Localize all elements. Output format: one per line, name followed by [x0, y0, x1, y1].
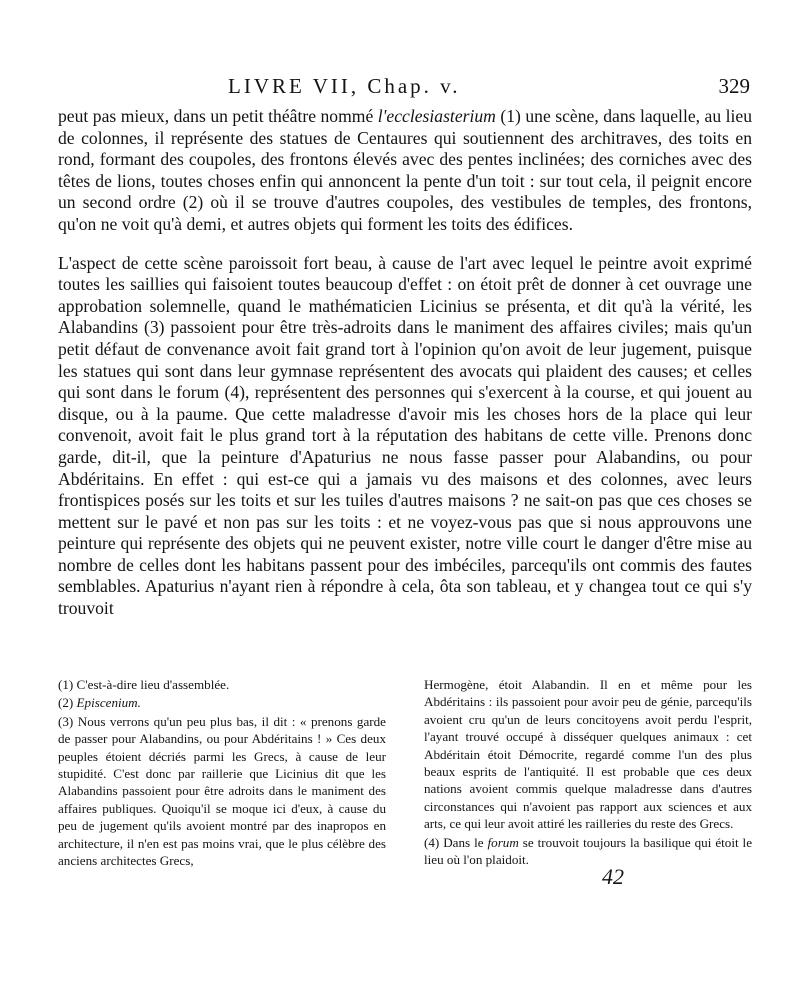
footnote-2: [58, 694, 386, 711]
footnote-1: (1) C'est-à-dire lieu d'assemblée.: [58, 677, 230, 692]
footnote-4-start: (4) Dans le: [424, 834, 488, 850]
footnotes-left-column: [58, 676, 386, 869]
forum-term: forum: [487, 834, 519, 850]
footnote-4: [424, 834, 752, 869]
paragraph-2: L'aspect de cette scène paroissoit fort beau, à cause de l'art avec lequel le peintre avoit exprimé toutes les saillies qui faisoient toutes beaucoup d'effet : on étoit prêt de donner à cet ouvrage une approbation solemnelle, quand le mathématicien Licinius se présenta, et dit qu'à la vérité, les Alabandins (3) passoient pour être très-adroits dans le maniment des affaires civiles; mais qu'un petit défaut de convenance avoit fait grand tort à l'opinion qu'on avoit de leur jugement, puisque les statues qui sont dans leur gymnase représentent des avocats qui plaident des causes; et celles qui sont dans le forum (4), représentent des personnes qui s'exercent à la course, et qui jouent au disque, ou à la paume. Que cette maladresse d'avoir mis les choses hors de la place qui leur convenoit, avoit fait le plus grand tort à la réputation des habitans de cette ville. Prenons donc garde, dit-il, que la peinture d'Apaturius ne nous fasse passer pour Alabandins, ou pour Abdéritains. En effet : qui est-ce qui a jamais vu des maisons et des colonnes, avec leurs frontispices posés sur les toits et sur les tuiles d'autres maisons ? ne sait-on pas que ces choses se mettent sur le pavé et non pas sur les toits : et ne voyez-vous pas que si nous approuvons une peinture qui représente des objets qui ne peuvent exister, notre ville court le danger d'être mise au nombre de celles dont les habitans passent pour des imbéciles, parcequ'ils ont commis des fautes semblables. Apaturius n'ayant rien à répondre à cela, ôta son tableau, et y changea tout ce qui s'y trouvoit: [58, 252, 752, 619]
main-text: [58, 106, 752, 620]
running-title: LIVRE VII, Chap. v.: [228, 74, 461, 98]
page-number: 329: [718, 74, 750, 98]
footnote-2-number: (2): [58, 695, 77, 711]
running-head: [60, 74, 750, 104]
ecclesiasterium-term: l'ecclesiasterium: [377, 106, 496, 126]
footnote-3-part-1: (3) Nous verrons qu'un peu plus bas, il dit : « prenons garde de passer pour Alabandins, ou pour Abdéritains ! » Ces deux peuples étoient décriés parmi les Grecs, à cause de leur stupidité. C'est donc par raillerie que Licinius dit que les Alabandins passoient pour être adroits dans le maniment des affaires publiques. Quoiqu'il se moque ici d'eux, à cause du peu de jugement qu'ils avoient montré par des inapropos en architecture, il n'en est pas moins vrai, que le plus célèbre des anciens architectes Grecs,: [58, 713, 386, 869]
footnote-4-rest: se trouvoit toujours la basilique qui étoit le lieu où l'on plaidoit.: [424, 834, 753, 868]
paragraph-1-start: peut pas mieux, dans un petit théâtre nommé: [58, 106, 378, 126]
paragraph-1: [58, 106, 752, 236]
paragraph-1-rest: (1) une scène, dans laquelle, au lieu de colonnes, il représente des statues de Centaures qui soutiennent des architraves, des toits en rond, formant des coupoles, des frontons élevés avec des pentes inclinées; des corniches avec des têtes de lions, toutes choses enfin qui annoncent la pente d'un toit : sur tout cela, il peignit encore un second ordre (2) où il se trouve d'autres coupoles, des vestibules de temples, des frontons, qu'on ne voit qu'à demi, et autres objets qui forment les toits des édifices.: [58, 106, 752, 234]
footnotes-right-column: [424, 676, 752, 869]
footnote-3-part-2: Hermogène, étoit Alabandin. Il en et même pour les Abdéritains : ils passoient pour avoir peu de génie, parcequ'ils avoient cru qu'un de leurs concitoyens avoit perdu l'esprit, l'ayant trouvé occupé à disséquer quelques animaux : cet Abdéritain étoit Démocrite, regardé comme l'un des plus beaux esprits de l'antiquité. Il est probable que ces deux nations avoient commis quelque maladresse dans d'autres circonstances qui n'avoient pas rapport aux sciences et aux arts, ce qui leur avoit attiré les railleries du reste des Grecs.: [424, 677, 752, 832]
footnotes: [58, 676, 752, 869]
signature-mark: 42: [602, 864, 624, 889]
episcenium-term: Episcenium.: [76, 695, 141, 711]
